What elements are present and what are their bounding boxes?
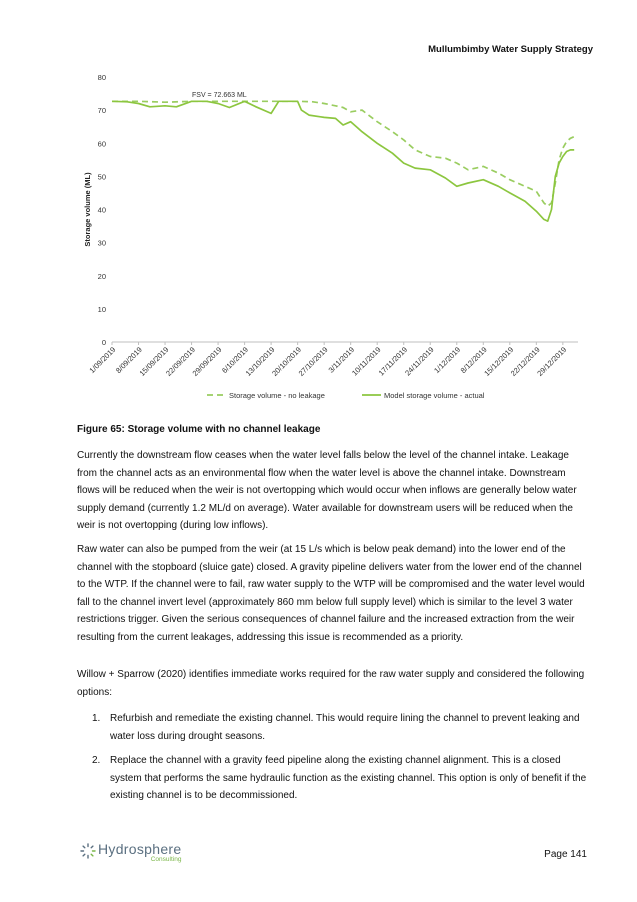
x-tick-label: 15/12/2019 xyxy=(482,345,516,378)
logo-subtitle: Consulting xyxy=(150,856,182,863)
x-tick-label: 27/10/2019 xyxy=(296,345,330,378)
company-logo xyxy=(80,842,181,863)
legend-label: Storage volume - no leakage xyxy=(229,391,325,400)
x-tick-label: 20/10/2019 xyxy=(270,345,304,378)
y-tick-label: 10 xyxy=(97,304,106,314)
x-tick-label: 10/11/2019 xyxy=(350,345,383,378)
list-item xyxy=(92,752,587,805)
x-tick-label: 8/12/2019 xyxy=(458,345,489,376)
fsv-annotation: FSV = 72.663 ML xyxy=(192,92,247,99)
x-tick-label: 1/09/2019 xyxy=(87,345,118,376)
paragraph-1: Currently the downstream flow ceases when the water level falls below the level of the channel intake. Leakage from the channel acts as an environmental flow when the water level is above the channel intake. Downstream flows will be reduced when the weir is not overtopping which would occur when inflows are generally below water supply demand (currently 1.2 ML/d on average). Water available for downstream users will be reduced when the weir is not overtopping (during low inflows). xyxy=(77,450,577,531)
x-tick-label: 24/11/2019 xyxy=(403,345,436,378)
x-tick-label: 22/09/2019 xyxy=(164,345,197,378)
document-header-title: Mullumbimby Water Supply Strategy xyxy=(428,44,593,55)
storage-volume-chart xyxy=(0,0,637,420)
y-axis-label: Storage volume (ML) xyxy=(83,172,92,247)
y-tick-label: 30 xyxy=(97,238,106,248)
x-tick-label: 22/12/2019 xyxy=(508,345,542,378)
paragraph-2: Raw water can also be pumped from the weir (at 15 L/s which is below peak demand) into the lower end of the channel with the stopboard (sluice gate) closed. A gravity pipeline delivers water from the lower end of the channel to the WTP. If the channel were to fail, raw water supply to the WTP will be compromised and the water level would fall to the channel invert level (approximately 860 mm below full supply level) which is similar to the level 3 water restrictions trigger. Given the serious consequences of channel failure and the increased extraction from the weir resulting from the current leakages, addressing this issue is recommended as a priority. xyxy=(77,544,585,643)
figure-caption: Figure 65: Storage volume with no channel leakage xyxy=(77,424,321,435)
x-tick-label: 17/11/2019 xyxy=(376,345,410,378)
series-line xyxy=(112,101,574,221)
x-tick-label: 29/09/2019 xyxy=(190,345,224,378)
page-number: Page 141 xyxy=(544,849,587,860)
sunburst-icon xyxy=(80,843,96,859)
y-tick-label: 40 xyxy=(97,205,106,215)
y-tick-label: 0 xyxy=(101,338,106,347)
x-tick-label: 3/11/2019 xyxy=(326,345,357,375)
y-tick-label: 20 xyxy=(97,271,106,281)
list-number: 2. xyxy=(92,755,101,766)
list-number: 1. xyxy=(92,713,101,724)
y-tick-label: 70 xyxy=(97,106,106,116)
y-tick-label: 60 xyxy=(97,139,106,149)
list-text: Replace the channel with a gravity feed pipeline along the existing channel alignment. This is a closed system that performs the same hydraulic function as the existing channel. This option is only of benefit if the existing channel is to be decommissioned. xyxy=(110,755,587,801)
logo-wordmark: Hydrosphere xyxy=(98,841,182,857)
y-tick-label: 50 xyxy=(97,172,106,182)
list-item xyxy=(92,710,587,745)
x-tick-label: 15/09/2019 xyxy=(137,345,171,378)
x-tick-label: 6/10/2019 xyxy=(220,345,251,376)
x-tick-label: 29/12/2019 xyxy=(535,345,569,378)
x-tick-label: 1/12/2019 xyxy=(432,345,463,376)
list-text: Refurbish and remediate the existing channel. This would require lining the channel to prevent leaking and water loss during drought seasons. xyxy=(110,713,580,742)
legend-label: Model storage volume - actual xyxy=(384,391,485,400)
x-tick-label: 8/09/2019 xyxy=(113,345,144,376)
x-tick-label: 13/10/2019 xyxy=(243,345,277,378)
paragraph-3: Willow + Sparrow (2020) identifies immediate works required for the raw water supply and considered the following options: xyxy=(77,669,585,698)
y-tick-label: 80 xyxy=(97,73,106,82)
